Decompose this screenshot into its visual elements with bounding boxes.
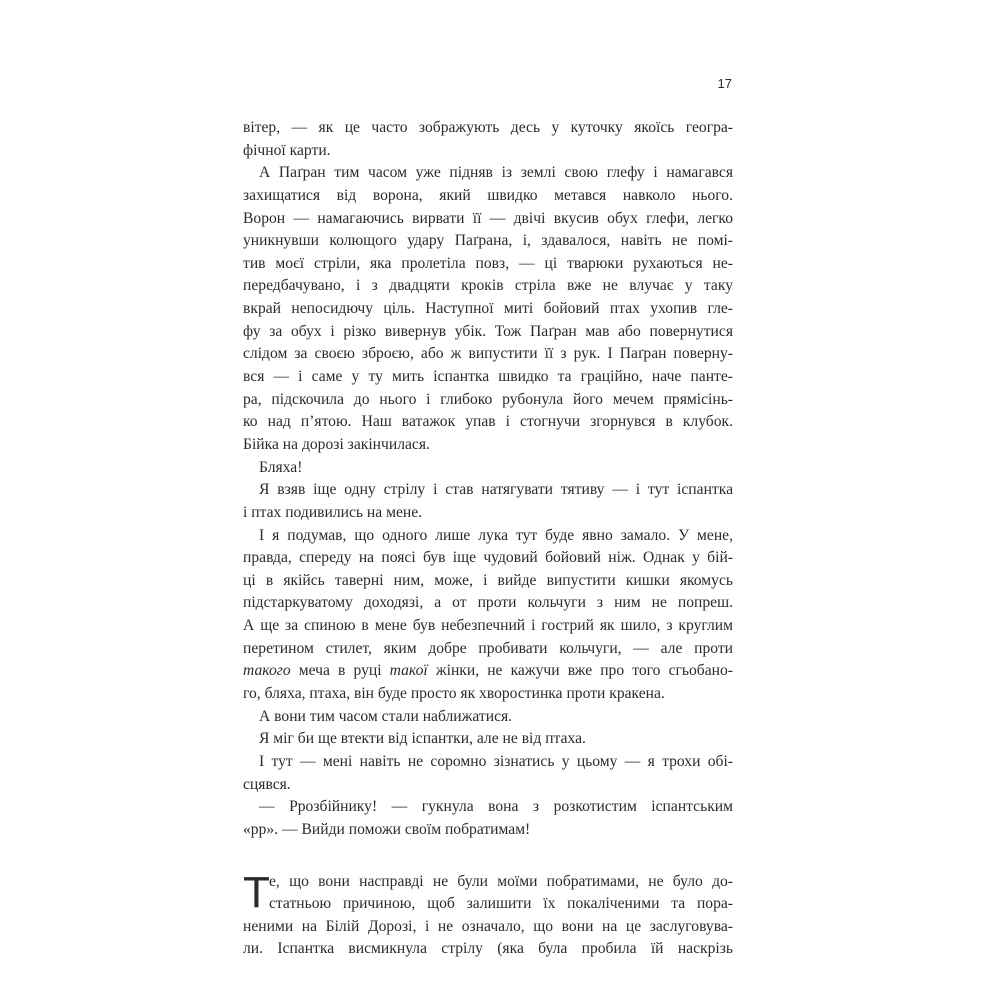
text-line: Бійка на дорозі закінчилася. (243, 435, 430, 453)
text-line: неними на Білій Дорозі, і не означало, що вони на це заслуговува- (243, 917, 733, 935)
text-line: ли. Іспантка висмикнула стрілу (яка була пробила їй наскрізь (243, 940, 733, 958)
text-line: І я подумав, що одного лише лука тут буде явно замало. У мене, (259, 526, 733, 544)
drop-cap-letter: Т (243, 867, 270, 917)
italic-word: такого (243, 662, 291, 680)
text-line: — Ррозбійнику! — гукнула вона з розкотистим іспантським (259, 798, 733, 816)
text-line: правда, спереду на поясі був іще чудовий бойовий ніж. Однак у бій- (243, 549, 733, 567)
text-line: тив моєї стріли, яка пролетіла повз, — ці тварюки рухаються не- (243, 254, 733, 272)
text-line: го, бляха, птаха, він буде просто як хворостинка проти кракена. (243, 685, 665, 703)
text-line: підстаркуватому доходязі, а от проти кольчуги з ним не попреш. (243, 594, 733, 612)
text-section-2 (243, 867, 733, 962)
text-line: сцявся. (243, 775, 291, 793)
text-line: е, що вони насправді не були моїми побратимами, не було до- (269, 872, 733, 890)
paragraph (243, 751, 733, 796)
paragraph (243, 117, 733, 162)
text-line: перетином стилет, яким добре пробивати кольчуги, — але проти (243, 639, 733, 657)
text-fragment: меча в руці (290, 662, 390, 680)
text-line: слідом за своєю зброєю, або ж випустити її з рук. І Паґран поверну- (243, 345, 733, 363)
text-line: ра, підскочила до нього і глибоко рубонула його мечем прямісінь- (243, 390, 733, 408)
paragraph (243, 867, 733, 962)
text-line: вся — і саме у ту мить іспантка швидко та граційно, наче панте- (243, 368, 733, 386)
text-line: вітер, — як це часто зображують десь у куточку якоїсь геогра- (243, 119, 733, 136)
text-line: І тут — мені навіть не соромно зізнатись у цьому — я трохи обі- (259, 752, 733, 770)
paragraph (243, 479, 733, 524)
text-line: Ворон — намагаючись вирвати її — двічі вкусив обух глефи, легко (243, 209, 733, 227)
text-line: Я міг би ще втекти від іспантки, але не від птаха. (259, 730, 586, 748)
italic-word: такої (389, 662, 428, 680)
text-line: Бляха! (259, 458, 303, 476)
text-line: А вони тим часом стали наближатися. (259, 707, 513, 725)
section-break (243, 842, 733, 871)
text-line: статньою причиною, щоб залишити їх покаліченими та пора- (269, 895, 733, 913)
text-line: ці в якійсь таверні ним, може, і вийде випустити кишки якомусь (243, 571, 733, 589)
paragraph (243, 525, 733, 706)
text-fragment: жінки, не кажучи вже про того сгьобано- (427, 662, 733, 680)
paragraph (243, 457, 733, 480)
text-line: і птах подивились на мене. (243, 503, 423, 521)
text-line: передбачувано, і з двадцяти кроків стріла вже не влучає у таку (243, 277, 733, 295)
page-number: 17 (717, 76, 732, 91)
text-line: вкрай непосидючу ціль. Наступної миті бойовий птах ухопив гле- (243, 300, 733, 318)
body-text (243, 117, 733, 961)
text-line: фічної карти. (243, 141, 331, 159)
text-line: «рр». — Вийди поможи своїм побратимам! (243, 820, 531, 838)
text-line: захищатися від ворона, який швидко метався навколо нього. (243, 186, 733, 204)
paragraph (243, 728, 733, 751)
paragraph (243, 706, 733, 729)
paragraph (243, 796, 733, 841)
text-line: ко над п’ятою. Наш ватажок упав і стогнучи згорнувся в клубок. (243, 413, 733, 431)
text-line: А ще за спиною в мене був небезпечний і гострий як шило, з круглим (243, 617, 733, 635)
text-section-1 (243, 117, 733, 842)
text-line: уникнувши колющого удару Паґрана, і, здавалося, навіть не помі- (243, 232, 733, 250)
paragraph (243, 162, 733, 456)
text-line (243, 660, 733, 683)
text-line: А Паґран тим часом уже підняв із землі свою глефу і намагався (259, 164, 733, 182)
text-line: Я взяв іще одну стрілу і став натягувати тятиву — і тут іспантка (259, 481, 733, 499)
text-line: фу за обух і різко вивернув убік. Тож Паґран мав або повернутися (243, 322, 733, 340)
